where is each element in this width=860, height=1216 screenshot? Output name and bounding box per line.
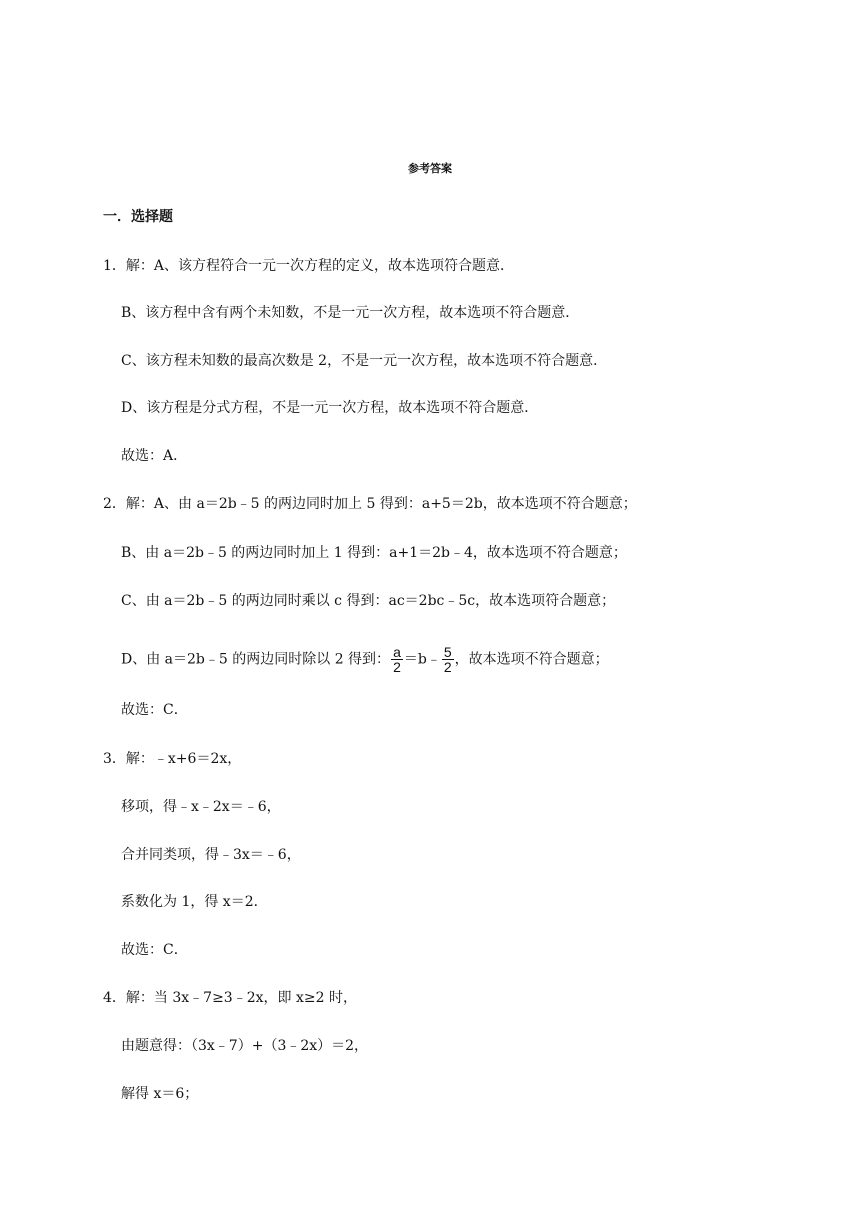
- answer-2-line-c: C、由 a＝2b﹣5 的两边同时乘以 c 得到：ac＝2bc﹣5c，故本选项符合题意；: [121, 593, 616, 609]
- answer-2-line-d-post: ，故本选项不符合题意；: [454, 651, 609, 668]
- answer-4-line-a: 4．解：当 3x﹣7≥3﹣2x，即 x≥2 时，: [103, 990, 357, 1006]
- fraction-numerator: 5: [443, 644, 452, 660]
- fraction-denominator: 2: [393, 659, 401, 675]
- answer-1-choice: 故选：A．: [121, 448, 188, 464]
- fraction-a-over-2: [391, 645, 403, 674]
- answer-2-line-b: B、由 a＝2b﹣5 的两边同时加上 1 得到：a+1＝2b﹣4，故本选项不符合题意；: [121, 545, 627, 561]
- answer-3-line-d: 系数化为 1，得 x＝2．: [121, 894, 268, 910]
- answer-2-line-d: [121, 645, 609, 674]
- answer-4-line-c: 解得 x＝6；: [121, 1086, 199, 1102]
- section-heading: 一．选择题: [103, 209, 173, 225]
- fraction-numerator: a: [393, 644, 401, 660]
- answer-2-choice: 故选：C．: [121, 702, 188, 718]
- answer-1-line-d: D、该方程是分式方程，不是一元一次方程，故本选项不符合题意．: [121, 400, 539, 416]
- answer-2-line-d-pre: D、由 a＝2b﹣5 的两边同时除以 2 得到：: [121, 651, 391, 668]
- answer-3-line-a: 3．解：﹣x+6＝2x，: [103, 751, 242, 767]
- answer-1-line-a: 1．解：A、该方程符合一元一次方程的定义，故本选项符合题意．: [103, 258, 515, 274]
- answer-2-line-d-mid: ＝b﹣: [403, 651, 441, 668]
- page-title: 参考答案: [408, 162, 452, 175]
- answer-1-line-b: B、该方程中含有两个未知数，不是一元一次方程，故本选项不符合题意．: [121, 305, 580, 321]
- answer-4-line-b: 由题意得：（3x﹣7）+（3﹣2x）＝2，: [121, 1038, 369, 1054]
- answer-3-choice: 故选：C．: [121, 942, 188, 958]
- answer-3-line-b: 移项，得﹣x﹣2x＝﹣6，: [121, 799, 281, 815]
- answer-2-line-a: 2．解：A、由 a＝2b﹣5 的两边同时加上 5 得到：a+5＝2b，故本选项不符合题意；: [103, 496, 637, 512]
- fraction-5-over-2: [442, 645, 454, 674]
- answer-3-line-c: 合并同类项，得﹣3x＝﹣6，: [121, 847, 301, 863]
- answer-1-line-c: C、该方程未知数的最高次数是 2，不是一元一次方程，故本选项不符合题意．: [121, 353, 608, 369]
- fraction-denominator: 2: [443, 659, 452, 675]
